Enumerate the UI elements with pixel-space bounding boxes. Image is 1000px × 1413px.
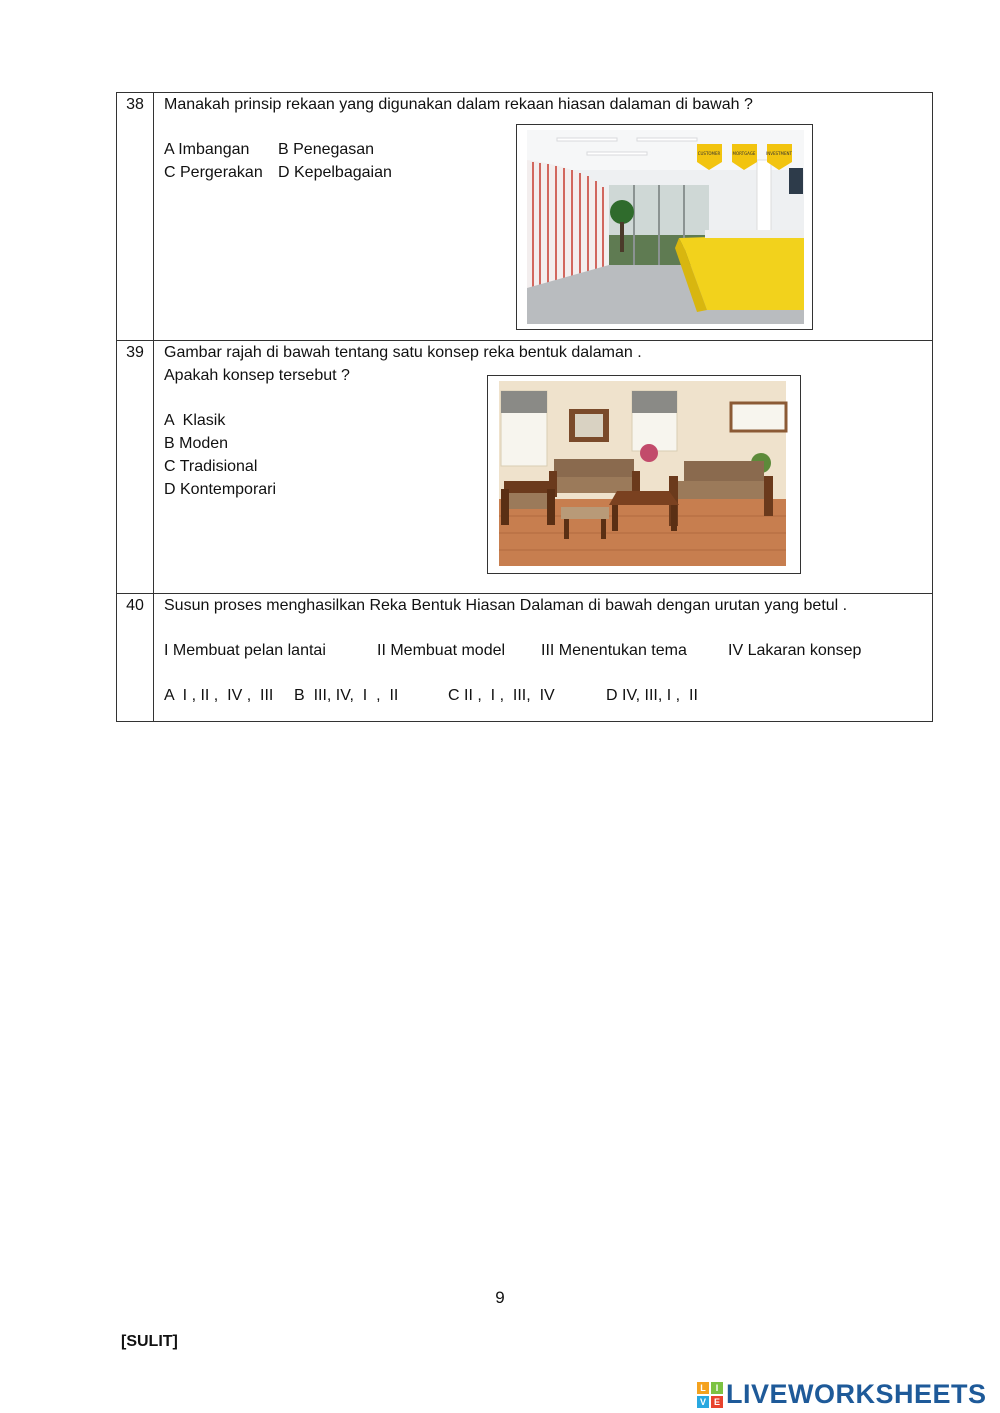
office-interior-image: [516, 124, 813, 330]
question-39-body: [154, 341, 933, 594]
step-iii: III Menentukan tema: [541, 642, 687, 659]
question-number: 40: [117, 594, 154, 722]
sign-mortgage: MORTGAGE: [732, 151, 756, 156]
option-b[interactable]: B Penegasan: [278, 141, 375, 158]
option-a[interactable]: A I , II , IV , III: [164, 687, 274, 704]
classification-label: [SULIT]: [121, 1333, 178, 1350]
answer-options: [164, 684, 932, 707]
question-40-body: [154, 594, 933, 722]
living-room-image: [487, 375, 801, 574]
option-b[interactable]: B Moden: [164, 435, 229, 452]
option-c[interactable]: C Pergerakan: [164, 164, 263, 181]
brand-name: LIVEWORKSHEETS: [726, 1379, 987, 1409]
liveworksheets-logo-icon: L I V E: [697, 1382, 723, 1408]
question-prompt-2: Apakah konsep tersebut ?: [164, 367, 350, 384]
question-38-body: [154, 93, 933, 341]
option-c[interactable]: C Tradisional: [164, 458, 258, 475]
option-b[interactable]: B III, IV, I , II: [294, 687, 399, 704]
process-steps: [164, 639, 932, 662]
step-ii: II Membuat model: [377, 642, 506, 659]
question-number: 39: [117, 341, 154, 594]
sign-investment: INVESTMENT: [766, 151, 792, 156]
option-a[interactable]: A Klasik: [164, 412, 226, 429]
question-table: [116, 92, 933, 722]
question-prompt: Susun proses menghasilkan Reka Bentuk Hiasan Dalaman di bawah dengan urutan yang betul .: [164, 597, 848, 614]
option-d[interactable]: D IV, III, I , II: [606, 687, 698, 704]
option-d[interactable]: D Kontemporari: [164, 481, 277, 498]
question-number: 38: [117, 93, 154, 341]
question-prompt: Manakah prinsip rekaan yang digunakan dalam rekaan hiasan dalaman di bawah ?: [164, 96, 753, 113]
option-c[interactable]: C II , I , III, IV: [448, 687, 555, 704]
step-i: I Membuat pelan lantai: [164, 642, 326, 659]
step-iv: IV Lakaran konsep: [728, 642, 862, 659]
sign-customer: CUSTOMER: [697, 151, 721, 156]
question-40-row: [117, 594, 933, 722]
option-a[interactable]: A Imbangan: [164, 141, 250, 158]
page-number: 9: [495, 1288, 505, 1307]
liveworksheets-brand[interactable]: [697, 1379, 987, 1410]
question-prompt: Gambar rajah di bawah tentang satu konsep reka bentuk dalaman .: [164, 344, 642, 361]
option-d[interactable]: D Kepelbagaian: [278, 164, 392, 181]
question-39-row: [117, 341, 933, 594]
question-38-row: [117, 93, 933, 341]
